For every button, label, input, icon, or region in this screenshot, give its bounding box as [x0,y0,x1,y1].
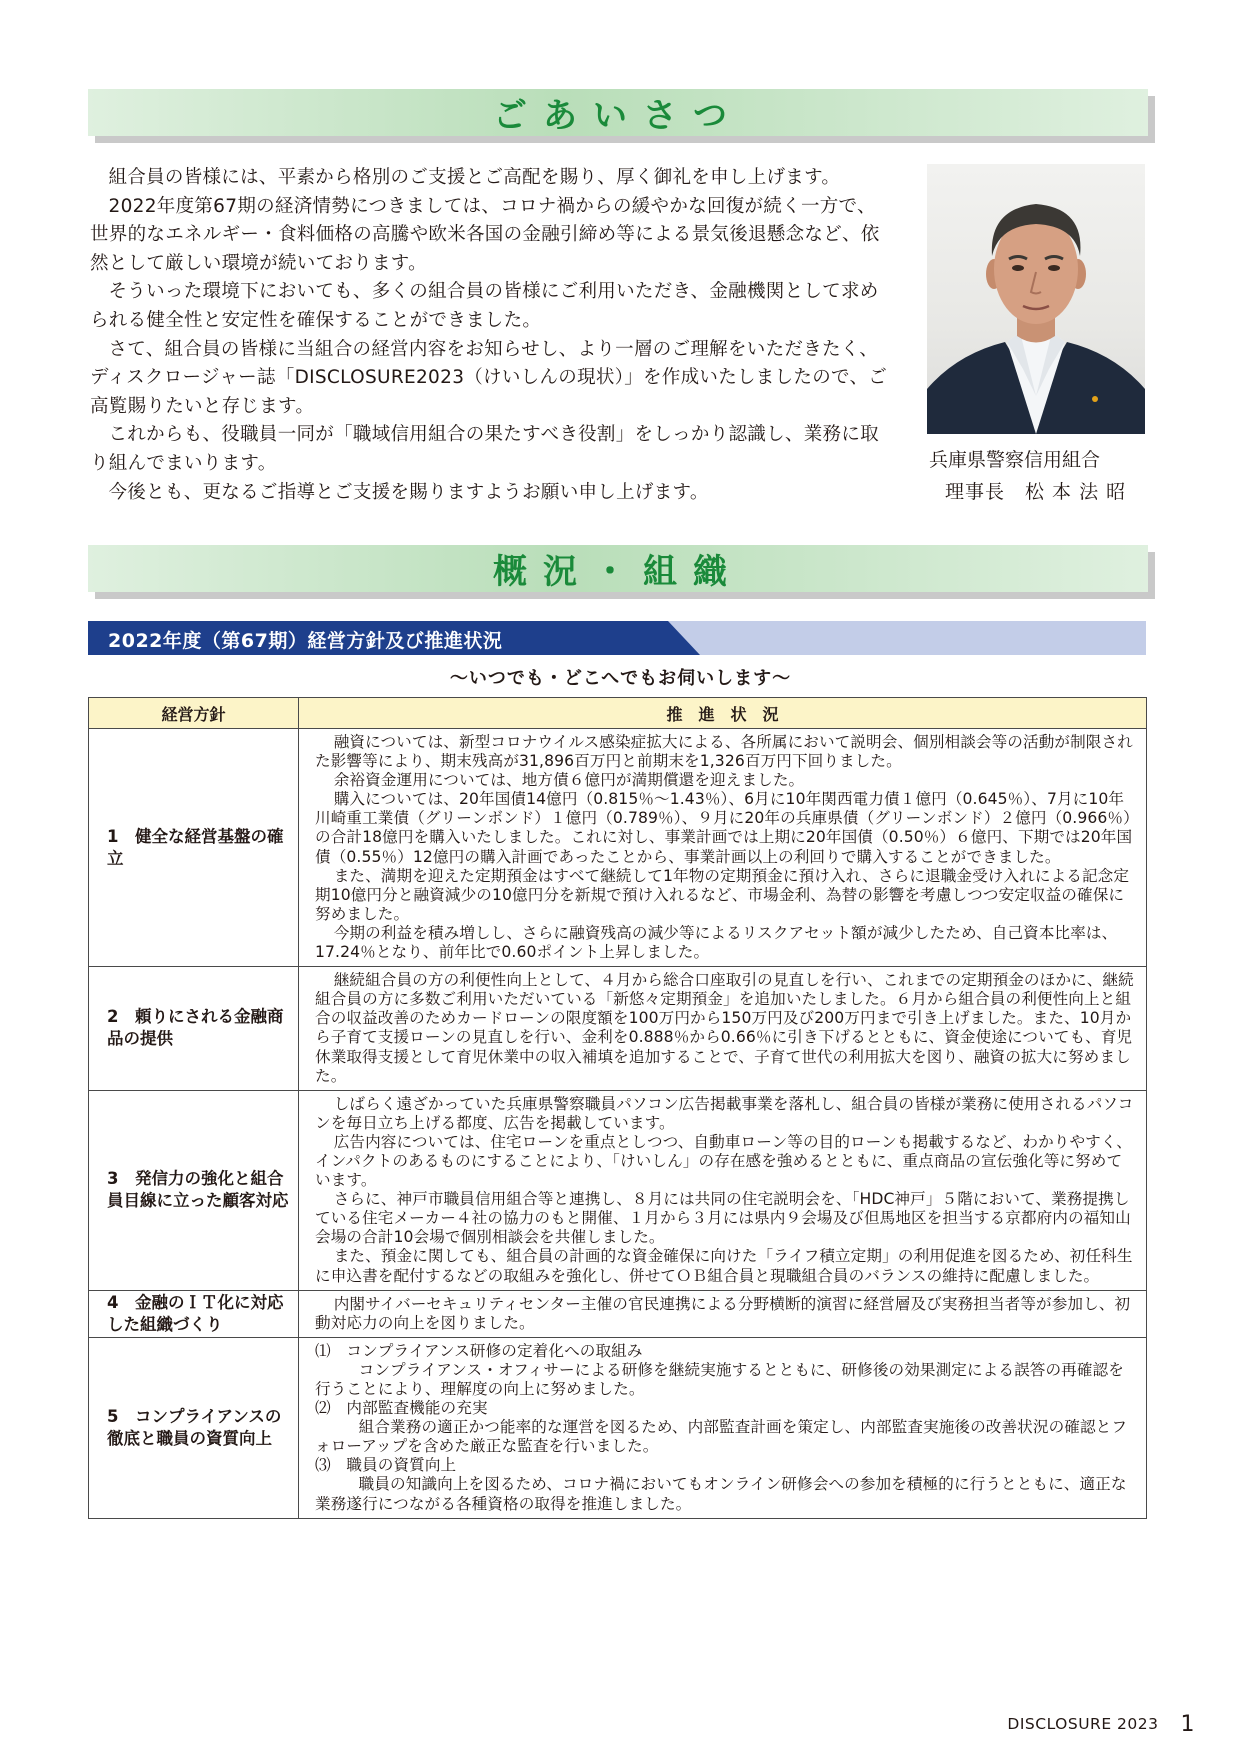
status-paragraph: 購入については、20年国債14億円（0.815％～1.43％）、6月に10年関西電力債１億円（0.645％）、7月に10年川崎重工業債（グリーンボンド）１億円（0.789％）、９月に20年の兵庫県債（グリーンボンド）２億円（0.966％）の合計18億円を購入いたしました。これに対し、事業計画では上期に20年国債（0.50％）６億円、下期では20年国債（0.55％）12億円の購入計画であったことから、事業計画以上の利回りで購入することができました。 [315,790,1133,866]
status-paragraph: 組合業務の適正かつ能率的な運営を図るため、内部監査計画を策定し、内部監査実施後の改善状況の確認とフォローアップを含めた厳正な監査を行いました。 [315,1418,1128,1456]
status-subheading: ⑶ 職員の資質向上 [315,1456,457,1475]
table-row [89,967,1147,1091]
status-paragraph: 広告内容については、住宅ローンを重点としつつ、自動車ローン等の目的ローンも掲載するなど、わかりやすく、インパクトのあるものにすることにより、「けいしん」の存在感を強めるとともに、重点商品の宣伝強化等に努めています。 [315,1132,1132,1190]
policy-cell: 4 金融のＩＴ化に対応した組織づくり [89,1290,299,1337]
greeting-paragraph: 2022年度第67期の経済情勢につきましては、コロナ禍からの緩やかな回復が続く一方で、世界的なエネルギー・食料価格の高騰や欧米各国の金融引締め等による景気後退懸念など、依然として厳しい環境が続いております。 [90,195,880,274]
table-header-row [89,698,1147,729]
status-paragraph: 職員の知識向上を図るため、コロナ禍においてもオンライン研修会への参加を積極的に行うとともに、適正な業務遂行につながる各種資格の取得を推進しました。 [315,1475,1127,1513]
greeting-paragraph: 今後とも、更なるご指導とご支援を賜りますようお願い申し上げます。 [108,481,709,503]
status-paragraph: 内閣サイバーセキュリティセンター主催の官民連携による分野横断的演習に経営層及び実務担当者等が参加し、初動対応力の向上を図りました。 [315,1294,1131,1332]
signature-org: 兵庫県警察信用組合 [929,449,1101,471]
status-paragraph: コンプライアンス・オフィサーによる研修を継続実施するとともに、研修後の効果測定による誤答の再確認を行うことにより、理解度の向上に努めました。 [315,1360,1124,1398]
policy-cell: 3 発信力の強化と組合員目線に立った顧客対応 [89,1090,299,1290]
greeting-paragraph: 組合員の皆様には、平素から格別のご支援とご高配を賜り、厚く御礼を申し上げます。 [108,167,841,188]
page-footer [1007,1712,1195,1737]
portrait-illustration [927,164,1145,434]
table-row [89,729,1147,967]
chairman-portrait [927,164,1145,434]
status-paragraph: 今期の利益を積み増しし、さらに融資残高の減少等によるリスクアセット額が減少したため、自己資本比率は、17.24％となり、前年比で0.60ポイント上昇しました。 [315,923,1118,962]
greeting-banner [88,89,1148,136]
greeting-paragraph: さて、組合員の皆様に当組合の経営内容をお知らせし、より一層のご理解をいただきたく、ディスクロージャー誌「DISCLOSURE2023（けいしんの現状）」を作成いたしましたので、ご高覧賜りたいと存じます。 [90,338,888,417]
status-paragraph: 融資については、新型コロナウイルス感染症拡大による、各所属において説明会、個別相談会等の活動が制限された影響等により、期末残高が31,896百万円と前期末を1,326百万円下回りました。 [315,733,1133,771]
status-paragraph: さらに、神戸市職員信用組合等と連携し、８月には共同の住宅説明会を、「HDC神戸」５階において、業務提携している住宅メーカー４社の協力のもと開催、１月から３月には県内９会場及び但馬地区を担当する京都府内の福知山会場の合計10会場で個別相談会を共催しました。 [315,1190,1131,1247]
greeting-paragraph: そういった環境下においても、多くの組合員の皆様にご利用いただき、金融機関として求められる健全性と安定性を確保することができました。 [90,281,879,331]
policy-cell: 1 健全な経営基盤の確立 [89,729,299,967]
status-cell [299,967,1147,1091]
status-subheading: ⑴ コンプライアンス研修の定着化への取組み [315,1341,643,1360]
status-cell [299,729,1147,967]
policy-table [88,697,1147,1519]
footer-label: DISCLOSURE 2023 [1007,1715,1159,1733]
status-cell [299,1337,1147,1518]
greeting-body [90,164,890,507]
status-paragraph: 継続組合員の方の利便性向上として、４月から総合口座取引の見直しを行い、これまでの定期預金のほかに、継続組合員の方に多数ご利用いただいている「新悠々定期預金」を追加いたしました。６月から組合員の利便性向上と組合の収益改善のためカードローンの限度額を100万円から150万円及び200万円まで引き上げました。また、10月から子育て支援ローンの見直しを行い、金利を0.888％から0.66％に引き下げるとともに、資金使途についても、育児休業取得支援として育児休業中の収入補填を追加することで、子育て世代の利用拡大を図り、融資の拡大に努めました。 [315,971,1134,1085]
status-paragraph: しばらく遠ざかっていた兵庫県警察職員パソコン広告掲載事業を落札し、組合員の皆様が業務に使用されるパソコンを毎日立ち上げる都度、広告を掲載しています。 [315,1094,1134,1132]
status-paragraph: また、満期を迎えた定期預金はすべて継続して1年物の定期預金に預け入れ、さらに退職金受け入れによる記念定期10億円分と融資減少の10億円分を新規で預け入れるなど、市場金利、為替の影響を考慮しつつ安定収益の確保に努めました。 [315,866,1130,923]
status-paragraph: また、預金に関しても、組合員の計画的な資金確保に向けた「ライフ積立定期」の利用促進を図るため、初任科生に申込書を配付するなどの取組みを強化し、併せてＯＢ組合員と現職組合員のバランスの維持に配慮しました。 [315,1247,1133,1285]
page-number: 1 [1180,1712,1195,1737]
status-cell [299,1290,1147,1337]
subsection-title: 2022年度（第67期）経営方針及び推進状況 [108,630,503,652]
table-row [89,1090,1147,1290]
table-row [89,1337,1147,1518]
greeting-paragraph: これからも、役職員一同が「職域信用組合の果たすべき役割」をしっかり認識し、業務に取り組んでまいります。 [90,424,879,474]
signature-name: 理事長 松 本 法 昭 [945,481,1127,503]
overview-title: 概況・組織 [493,552,743,592]
policy-cell: 5 コンプライアンスの徹底と職員の資質向上 [89,1337,299,1518]
signature-caption [929,444,1149,508]
status-cell [299,1090,1147,1290]
status-subheading: ⑵ 内部監査機能の充実 [315,1399,488,1418]
status-paragraph: 余裕資金運用については、地方債６億円が満期償還を迎えました。 [333,771,805,790]
policy-cell: 2 頼りにされる金融商品の提供 [89,967,299,1091]
table-row [89,1290,1147,1337]
column-header-status: 推 進 状 況 [299,698,1147,729]
motto-text: ～いつでも・どこへでもお伺いします～ [449,668,792,689]
greeting-title: ごあいさつ [493,96,743,136]
column-header-policy: 経営方針 [89,698,299,729]
overview-banner [88,545,1148,592]
